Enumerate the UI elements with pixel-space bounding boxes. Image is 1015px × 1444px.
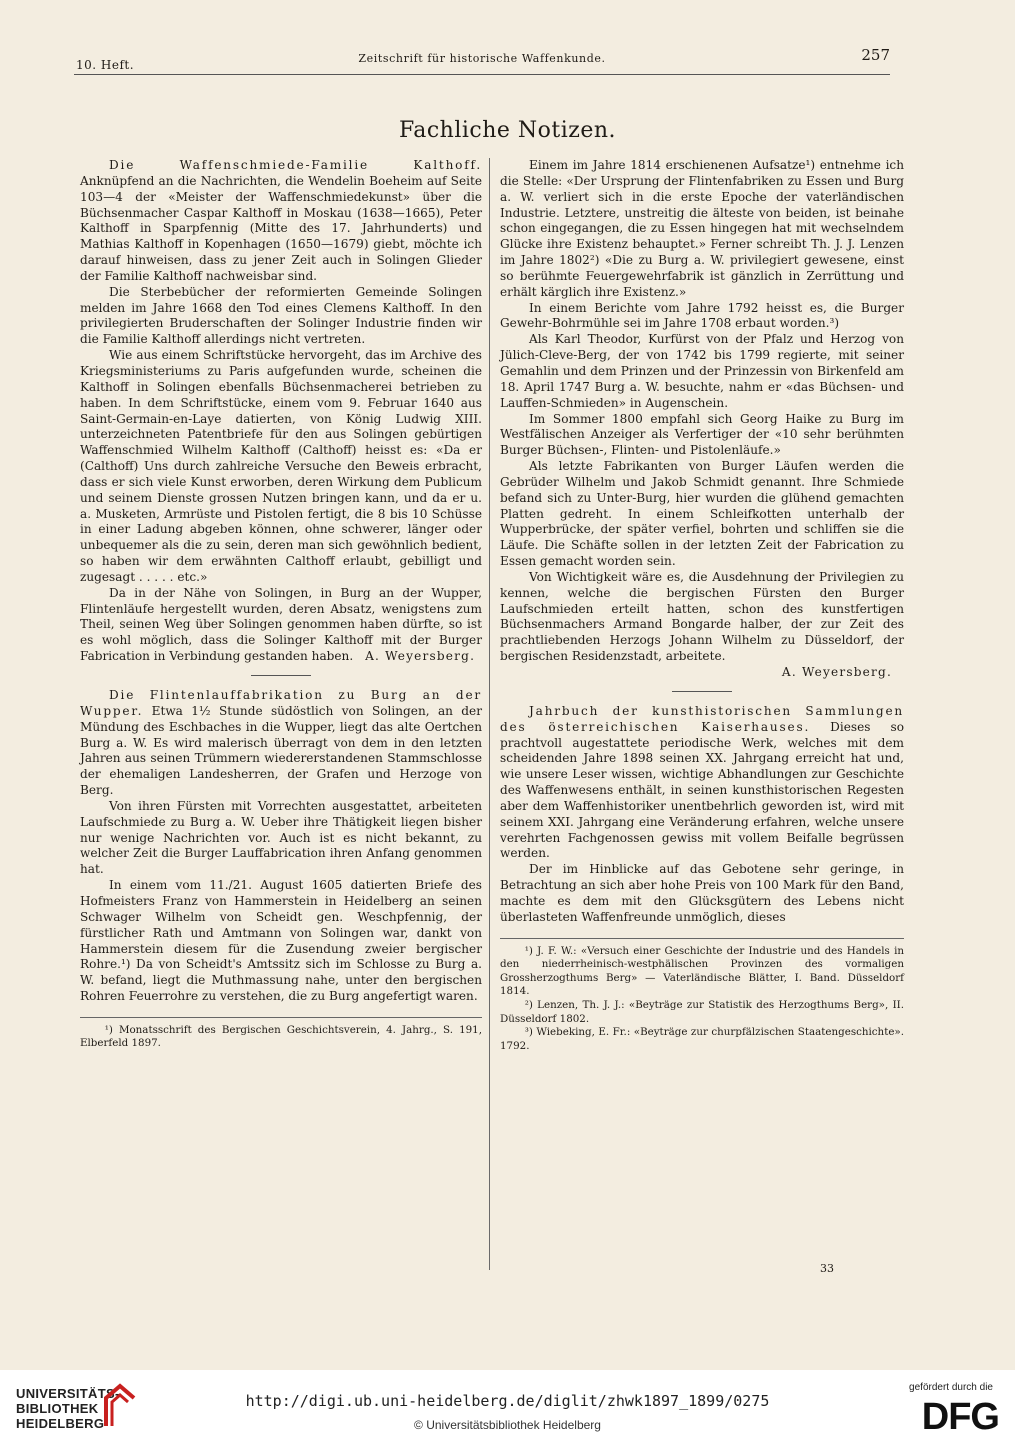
article-paragraph: Die Waffenschmiede-Familie Kalthoff. Anknüpfend an die Nachrichten, die Wendelin Boeheim auf Seite 103—4 der «Meister der Waffenschmiedekunst» über die Büchsenmacher Caspar Kalthoff in Moskau (1638—1665), Peter Kalthoff in Sparpfennig (Mitte des 17. Jahrhunderts) und Mathias Kalthoff in Kopenhagen (1650—1679) giebt, möchte ich darauf hinweisen, dass zu jener Zeit auch in Solingen Glieder der Familie Kalthoff nachweisbar sind.	[80, 158, 482, 283]
article-paragraph: Als Karl Theodor, Kurfürst von der Pfalz und Herzog von Jülich-Cleve-Berg, der von 1742 bis 1799 regierte, mit seiner Gemahlin und dem Prinzen und der Prinzessin von Birkenfeld am 18. April 1747 Burg a. W. besuchte, nahm er «das Büchsen- und Lauffen-Schmieden» in Augenschein.	[500, 332, 904, 410]
article-separator	[251, 675, 311, 676]
article-heading: Die Flintenlauffabrikation zu Burg an der Wupper.	[80, 688, 482, 718]
article-heading: Jahrbuch der kunsthistorischen Sammlungen des österreichischen Kaiserhauses.	[500, 703, 904, 734]
article-paragraph: Die Flintenlauffabrikation zu Burg an der Wupper. Etwa 1½ Stunde südöstlich von Solingen, an der Mündung des Eschbaches in die Wupper, liegt das alte Oertchen Burg a. W. Es wird malerisch überragt von dem in den letzten Jahren aus seinen Trümmern wiedererstandenen Stammschlosse der ehemaligen Landesherren, der Grafen und Herzoge von Berg.	[80, 688, 482, 798]
viewer-footer	[0, 1370, 1015, 1444]
article-separator	[672, 691, 732, 692]
author-signature: A. Weyersberg.	[781, 665, 892, 679]
article-paragraph: Von Wichtigkeit wäre es, die Ausdehnung der Privilegien zu kennen, welche die bergischen Fürsten den Burger Laufschmieden erteilt hatten, schon des kunstfertigen Büchsenmachers Armand Bongarde halber, der zur Zeit des prachtliebenden Herzogs Johann Wilhelm zu Düsseldorf, der bergischen Residenzstadt, arbeitete.	[500, 569, 904, 664]
article-paragraph: Da in der Nähe von Solingen, in Burg an der Wupper, Flintenläufe hergestellt wurden, deren Absatz, wenigstens zum Theil, seinen Weg über Solingen genommen haben dürfte, so ist es wohl möglich, dass die Solinger Kalthoff mit der Burger Fabrication in Verbindung gestanden haben. A. Weyersberg.	[80, 585, 482, 664]
column-divider	[489, 158, 490, 1270]
sheet-number: 33	[820, 1262, 834, 1275]
library-logo: UNIVERSITÄTS- BIBLIOTHEK HEIDELBERG	[16, 1386, 120, 1431]
copyright-notice: © Universitätsbibliothek Heidelberg	[414, 1418, 601, 1432]
left-column	[80, 158, 482, 1051]
article-paragraph: Im Sommer 1800 empfahl sich Georg Haike zu Burg im Westfälischen Anzeiger als Verfertiger der «10 sehr berühmten Burger Büchsen-, Flinten- und Pistolenläufe.»	[500, 411, 904, 458]
permalink-url[interactable]: http://digi.ub.uni-heidelberg.de/diglit/zhwk1897_1899/0275	[245, 1392, 770, 1410]
issue-label: 10. Heft.	[76, 58, 135, 72]
funding-label: gefördert durch die	[909, 1382, 993, 1393]
footnote-rule	[500, 938, 904, 939]
article-paragraph: Der im Hinblicke auf das Gebotene sehr geringe, in Betrachtung an sich aber hohe Preis von 100 Mark für den Band, machte es dem mit den Glücksgütern des Lebens nicht überlasteten Waffenfreunde unmöglich, dieses	[500, 862, 904, 924]
footnote: ³) Wiebeking, E. Fr.: «Beyträge zur churpfälzischen Staatengeschichte». 1792.	[500, 1026, 904, 1052]
footnote: ²) Lenzen, Th. J. J.: «Beyträge zur Statistik des Herzogthums Berg», II. Düsseldorf 1802.	[500, 999, 904, 1025]
article-paragraph: Als letzte Fabrikanten von Burger Läufen werden die Gebrüder Wilhelm und Jakob Schmidt genannt. Ihre Schmiede befand sich zu Unter-Burg, hier wurden die glühend gemachten Platten gedreht. In einem Schleifkotten unterhalb der Wupperbrücke, der später verfiel, bohrten und schliffen sie die Läufe. Die Schäfte sollen in der letzten Zeit der Fabrication zu Essen gemacht worden sein.	[500, 459, 904, 569]
author-signature: A. Weyersberg.	[365, 649, 476, 664]
right-column	[500, 158, 904, 1053]
article-paragraph: Einem im Jahre 1814 erschienenen Aufsatze¹) entnehme ich die Stelle: «Der Ursprung der Flintenfabriken zu Essen und Burg a. W. verliert sich in die erste Epoche der vaterländischen Industrie. Letztere, unstreitig die älteste von beiden, ist beinahe schon eingegangen, die zu Essen hingegen hat mit wechselndem Glücke ihre Existenz behauptet.» Ferner schreibt Th. J. J. Lenzen im Jahre 1802²) «Die zu Burg a. W. privilegiert gewesene, einst so berühmte Feuergewehrfabrik ist gänzlich in Zerrüttung und erhält kärglich ihre Existenz.»	[500, 158, 904, 299]
footnote-rule	[80, 1017, 482, 1018]
footnote: ¹) J. F. W.: «Versuch einer Geschichte der Industrie und des Handels in den niederrheinisch-westphälischen Provinzen des vormaligen Grossherzogthums Berg» — Vaterländische Blätter, I. Band. Düsseldorf 1814.	[500, 944, 904, 998]
article-paragraph: In einem vom 11./21. August 1605 datierten Briefe des Hofmeisters Franz von Hammerstein in Heidelberg an seinen Schwager Wilhelm von Scheidt gen. Weschpfennig, der fürstlicher Rath und Amtmann von Solingen war, dankt von Hammerstein diesem für die Zusendung zweier bergischer Rohre.¹) Da von Scheidt's Amtssitz sich im Schlosse zu Burg a. W. befand, liegt die Muthmassung nahe, unter den bergischen Rohren Feuerrohre zu verstehen, die zu Burg angefertigt waren.	[80, 878, 482, 1004]
article-paragraph: Wie aus einem Schriftstücke hervorgeht, das im Archive des Kriegsministeriums zu Paris aufgefunden wurde, scheinen die Kalthoff in Solingen ebenfalls Büchsenmacherei betrieben zu haben. In dem Schriftstücke, einem vom 9. Februar 1640 aus Saint-Germain-en-Laye datierten, von König Ludwig XIII. unterzeichneten Patentbriefe für den aus Solingen gebürtigen Waffenschmied Wilhelm Kalthoff (Calthoff) heisst es: «Da er (Calthoff) Uns durch zahlreiche Versuche den Beweis erbracht, dass er sich viele Kunst erworben, deren Wirkung dem Publicum und seinem Dienste grossen Nutzen bringen kann, und da er u. a. Musketen, Armrüste und Pistolen fertigt, die 8 bis 10 Schüsse in einer Ladung abgeben können, ohne schwerer, länger oder unbequemer als die zu sein, deren man sich gewöhnlich bedient, so haben wir dem erwähnten Calthoff erlaubt, gebilligt und zugesagt . . . . . etc.»	[80, 348, 482, 584]
article-paragraph: In einem Berichte vom Jahre 1792 heisst es, die Burger Gewehr-Bohrmühle sei im Jahre 1708 erbaut worden.³)	[500, 300, 904, 331]
section-title: Fachliche Notizen.	[398, 118, 617, 143]
running-header	[74, 46, 890, 75]
footnote: ¹) Monatsschrift des Bergischen Geschichtsverein, 4. Jahrg., S. 191, Elberfeld 1897.	[80, 1023, 482, 1050]
page-number: 257	[861, 46, 890, 64]
dfg-logo: DFG	[921, 1396, 999, 1438]
journal-title: Zeitschrift für historische Waffenkunde.	[358, 52, 606, 65]
article-heading: Die Waffenschmiede-Familie Kalthoff.	[109, 158, 482, 172]
article-paragraph: Die Sterbebücher der reformierten Gemeinde Solingen melden im Jahre 1668 den Tod eines Clemens Kalthoff. In den privilegierten Bruderschaften der Solinger Industrie finden wir die Familie Kalthoff allerdings nicht vertreten.	[80, 284, 482, 347]
article-paragraph: Jahrbuch der kunsthistorischen Sammlungen des österreichischen Kaiserhauses. Dieses so prachtvoll augestattete periodische Werk, welches mit dem scheidenden Jahre 1898 seinen XX. Jahrgang erreicht hat und, wie unsere Leser wissen, wichtige Abhandlungen zur Geschichte des Waffenwesens enthält, in seinen kunsthistorischen Regesten aber dem Waffenhistoriker unentbehrlich geworden ist, wird mit seinem XXI. Jahrgang eine Veränderung erfahren, welche unsere verehrten Fachgenossen gewiss mit vollem Beifalle begrüssen werden.	[500, 703, 904, 861]
article-paragraph: Von ihren Fürsten mit Vorrechten ausgestattet, arbeiteten Laufschmiede zu Burg a. W. Ueber ihre Thätigkeit liegen bisher nur wenige Nachrichten vor. Auch ist es nicht bekannt, zu welcher Zeit die Burger Lauffabrication ihren Anfang genommen hat.	[80, 798, 482, 877]
